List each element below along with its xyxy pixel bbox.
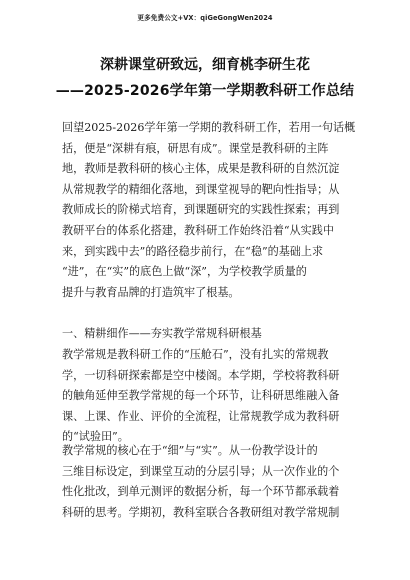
text-line: 教学常规的核心在于“细”与“实”。从一份教学设计的 [62,444,318,457]
text-line: 教研平台的体系化搭建，教科研工作始终沿着“从实践中 [62,223,334,237]
text-line: “进”，在“实”的底色上做“深”，为学校教学质量的 [62,265,307,279]
text-line: 教师成长的阶梯式培育，到课题研究的实践性探索；再到 [62,203,340,217]
text-line: 的触角延伸至教学常规的每一个环节，让科研思维融入备 [62,389,340,403]
document-subtitle: ——2025-2026学年第一学期教科研工作总结 [55,83,355,99]
header-note: 更多免费公文+VX：qiGeGongWen2024 [137,14,273,22]
text-line: 来，到实践中去”的路径稳步前行，在“稳”的基础上求 [62,244,324,258]
text-line: 从常规教学的精细化落地，到课堂视导的靶向性指导；从 [62,182,340,196]
text-line: 括，便是“深耕有痕，研思有成”。课堂是教科研的主阵 [62,141,329,155]
text-line: 科研的思考。学期初，教科室联合各教研组对教学常规制 [62,505,340,519]
paragraph-intro [62,118,358,303]
text-line: 提升与教育品牌的打造筑牢了根基。 [62,285,240,299]
text-line: 教学常规是教科研工作的“压舱石”，没有扎实的常规教 [62,348,329,361]
text-line: 学，一切科研探索都是空中楼阁。本学期，学校将教科研 [62,368,340,382]
section-heading [62,324,358,345]
text-line: 课、上课、作业、评价的全流程，让常规教学成为教科研 [62,409,340,423]
text-line: 性化批改，到单元测评的数据分析，每一个环节都承载着 [62,485,340,499]
text-line: 地，教师是教科研的核心主体，成果是教科研的自然沉淀 [62,162,340,176]
document-title: 深耕课堂研致远，细育桃李研生花 [100,57,310,73]
text-line: 的“试验田”。 [62,430,129,444]
section-heading-text: 一、精耕细作——夯实教学常规科研根基 [62,327,262,340]
paragraph-core [62,441,358,523]
text-line: 三维目标设定，到课堂互动的分层引导；从一次作业的个 [62,464,340,478]
paragraph-routine [62,345,358,448]
text-line: 回望2025-2026学年第一学期的教科研工作，若用一句话概 [62,121,356,134]
